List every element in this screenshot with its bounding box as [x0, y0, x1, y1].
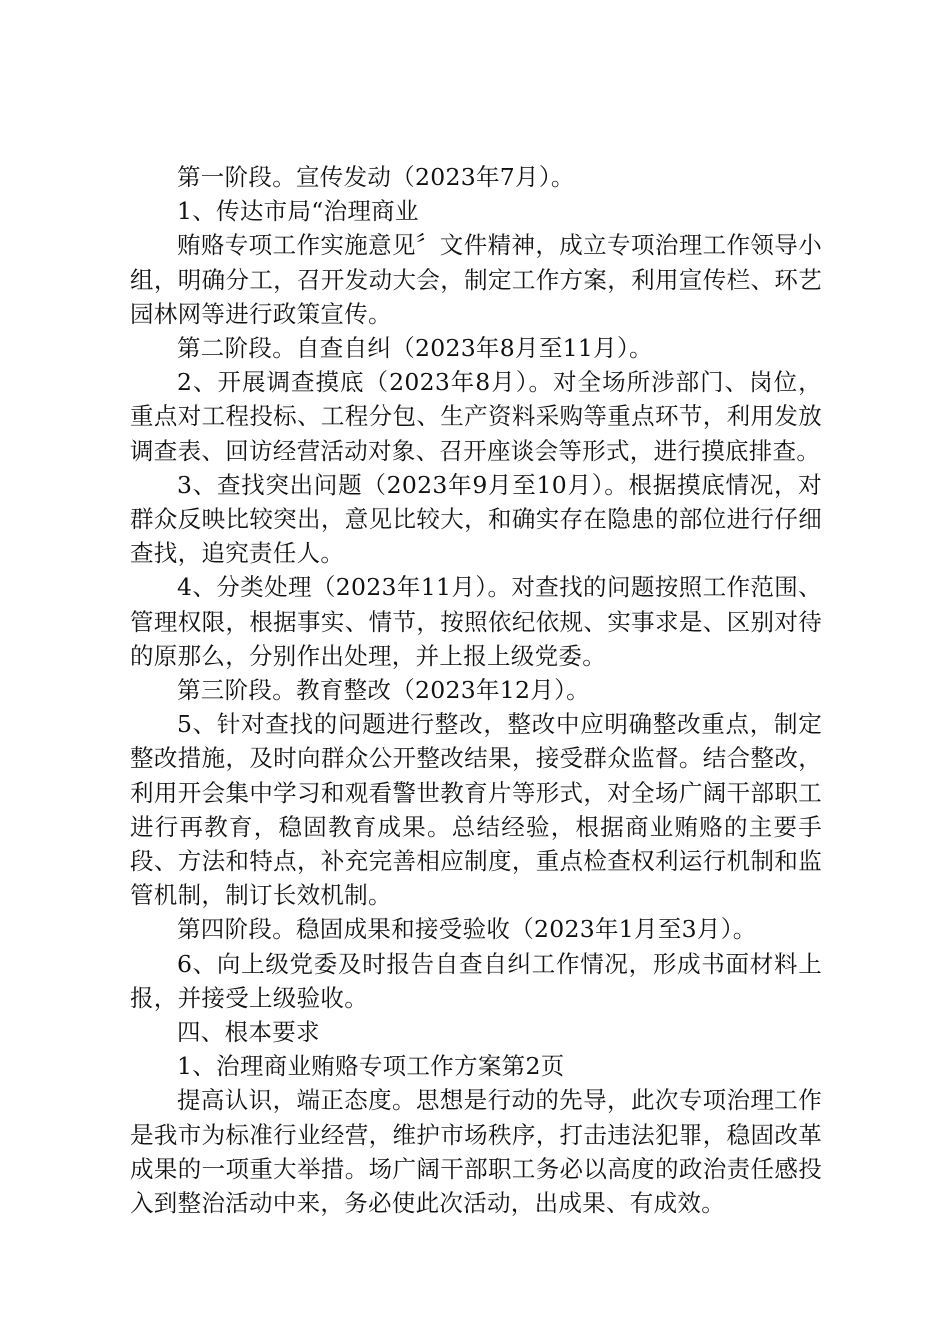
- section-heading-requirements: 四、根本要求: [177, 1018, 320, 1047]
- paragraph-item-3: 3、查找突出问题（2023年9月至10月）。根据摸底情况，对群众反映比较突出，意见比较大，和确实存在隐患的部位进行仔细查找，追究责任人。: [130, 470, 822, 568]
- paragraph-item-2: 2、开展调查摸底（2023年8月）。对全场所涉部门、岗位，重点对工程投标、工程分包、生产资料采购等重点环节，利用发放调查表、回访经营活动对象、召开座谈会等形式，进行摸底排查。: [130, 368, 822, 465]
- paragraph-item-1-continued: 贿赂专项工作实施意见〞文件精神，成立专项治理工作领导小组，明确分工，召开发动大会，制定工作方案，利用宣传栏、环艺园林网等进行政策宣传。: [130, 231, 822, 328]
- paragraph-phase-two: 第二阶段。自查自纠（2023年8月至11月）。: [177, 334, 653, 363]
- document-body: [130, 160, 822, 1220]
- paragraph-requirement-1-title: 1、治理商业贿赂专项工作方案第2页: [177, 1052, 565, 1081]
- paragraph-phase-three: 第三阶段。教育整改（2023年12月）。: [177, 676, 590, 705]
- paragraph-item-4: 4、分类处理（2023年11月）。对查找的问题按照工作范围、管理权限，根据事实、情节，按照依纪依规、实事求是、区别对待的原那么，分别作出处理，并上报上级党委。: [130, 573, 822, 670]
- paragraph-phase-one: 第一阶段。宣传发动（2023年7月）。: [177, 163, 575, 191]
- paragraph-item-6: 6、向上级党委及时报告自查自纠工作情况，形成书面材料上报，并接受上级验收。: [130, 949, 822, 1012]
- paragraph-item-5: 5、针对查找的问题进行整改，整改中应明确整改重点，制定整改措施，及时向群众公开整改结果，接受群众监督。结合整改，利用开会集中学习和观看警世教育片等形式，对全场广阔干部职工进行再教育，稳固教育成果。总结经验，根据商业贿赂的主要手段、方法和特点，补充完善相应制度，重点检查权利运行机制和监管机制，制订长效机制。: [130, 710, 822, 910]
- paragraph-item-1-start: 1、传达市局“治理商业: [177, 197, 419, 226]
- paragraph-requirement-1-body: 提高认识，端正态度。思想是行动的先导，此次专项治理工作是我市为标准行业经营，维护市场秩序，打击违法犯罪，稳固改革成果的一项重大举措。场广阔干部职工务必以高度的政治责任感投入到整治活动中来，务必使此次活动，出成果、有成效。: [130, 1086, 822, 1218]
- paragraph-phase-four: 第四阶段。稳固成果和接受验收（2023年1月至3月）。: [177, 915, 757, 944]
